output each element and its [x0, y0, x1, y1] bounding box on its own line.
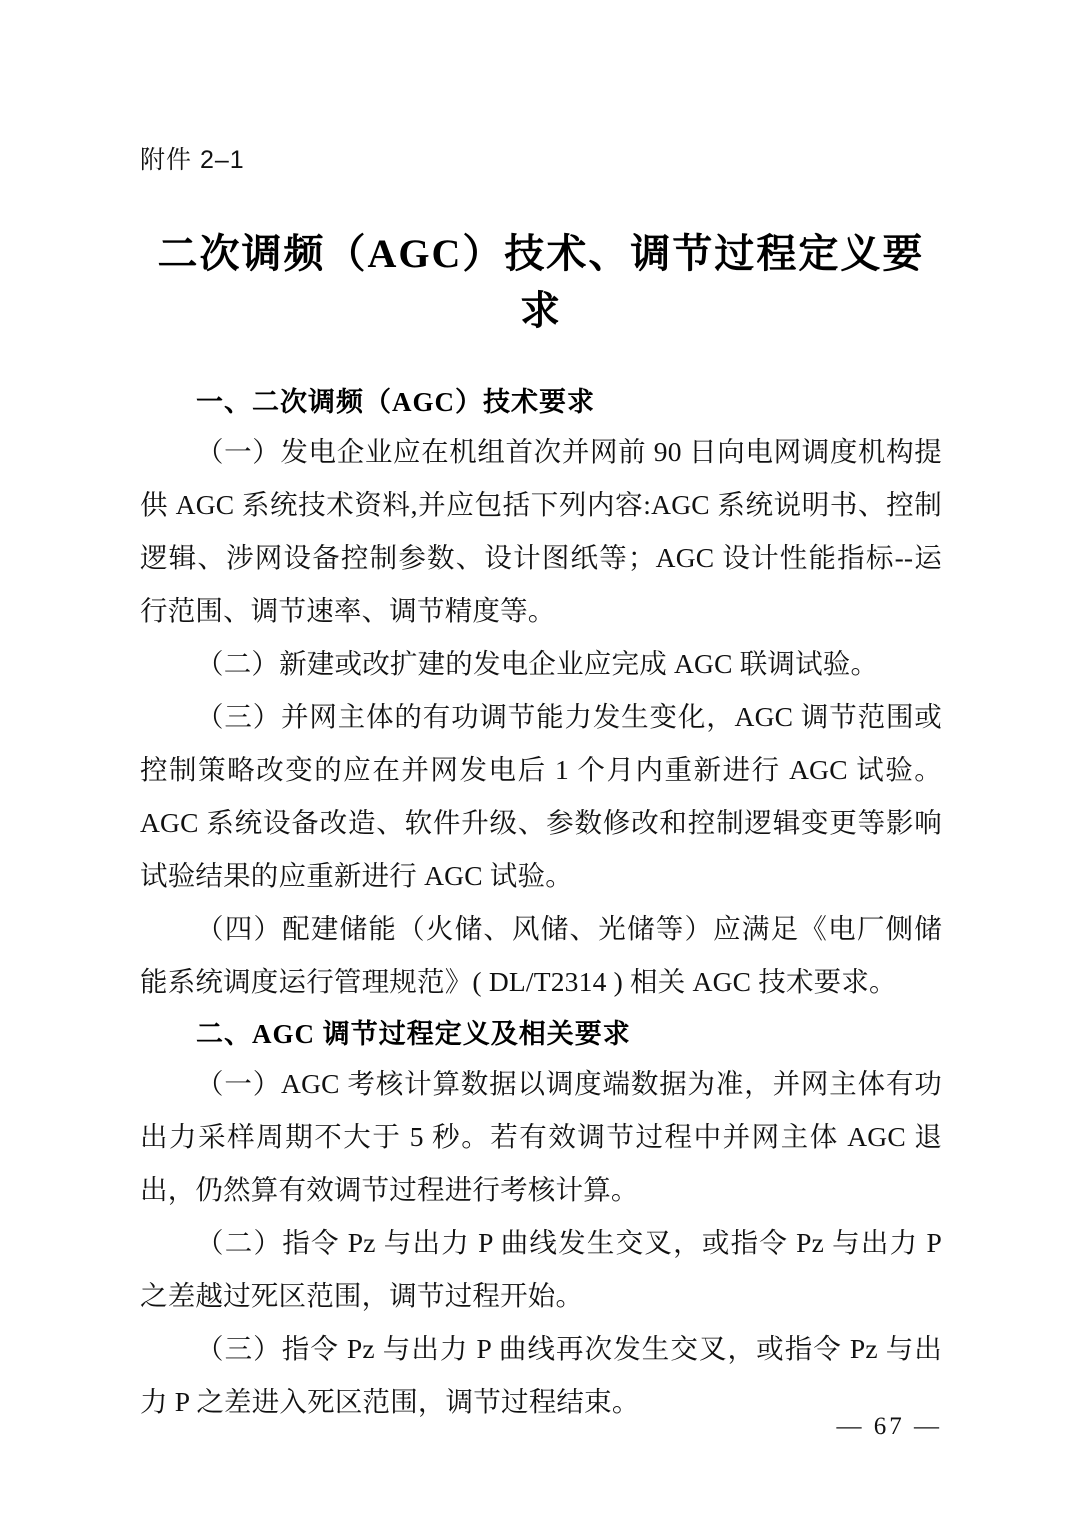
paragraph-2-2: （二）指令 Pz 与出力 P 曲线发生交叉，或指令 Pz 与出力 P 之差越过死区范围，调节过程开始。: [140, 1227, 942, 1311]
page-number: — 67 —: [836, 1413, 942, 1440]
paragraph-2-1: （一）AGC 考核计算数据以调度端数据为准，并网主体有功出力采样周期不大于 5 秒。若有效调节过程中并网主体 AGC 退出，仍然算有效调节过程进行考核计算。: [140, 1068, 942, 1205]
paragraph-1-1: （一）发电企业应在机组首次并网前 90 日向电网调度机构提供 AGC 系统技术资料,并应包括下列内容:AGC 系统说明书、控制逻辑、涉网设备控制参数、设计图纸等；AGC 设计性能指标--运行范围、调节速率、调节精度等。: [140, 436, 942, 626]
paragraph-1-3: （三）并网主体的有功调节能力发生变化，AGC 调节范围或控制策略改变的应在并网发电后 1 个月内重新进行 AGC 试验。AGC 系统设备改造、软件升级、参数修改和控制逻辑变更等影响试验结果的应重新进行 AGC 试验。: [140, 701, 942, 891]
section-heading-2: 二、AGC 调节过程定义及相关要求: [196, 1019, 631, 1049]
page-title: 二次调频（AGC）技术、调节过程定义要求: [157, 231, 925, 333]
paragraph-2-3: （三）指令 Pz 与出力 P 曲线再次发生交叉，或指令 Pz 与出力 P 之差进入死区范围，调节过程结束。: [140, 1333, 942, 1417]
paragraph-1-4: （四）配建储能（火储、风储、光储等）应满足《电厂侧储能系统调度运行管理规范》( DL/T2314 ) 相关 AGC 技术要求。: [140, 913, 942, 997]
paragraph-1-2: （二）新建或改扩建的发电企业应完成 AGC 联调试验。: [196, 648, 879, 679]
section-heading-1: 一、二次调频（AGC）技术要求: [196, 387, 595, 417]
attachment-label: 附件 2–1: [140, 146, 245, 174]
